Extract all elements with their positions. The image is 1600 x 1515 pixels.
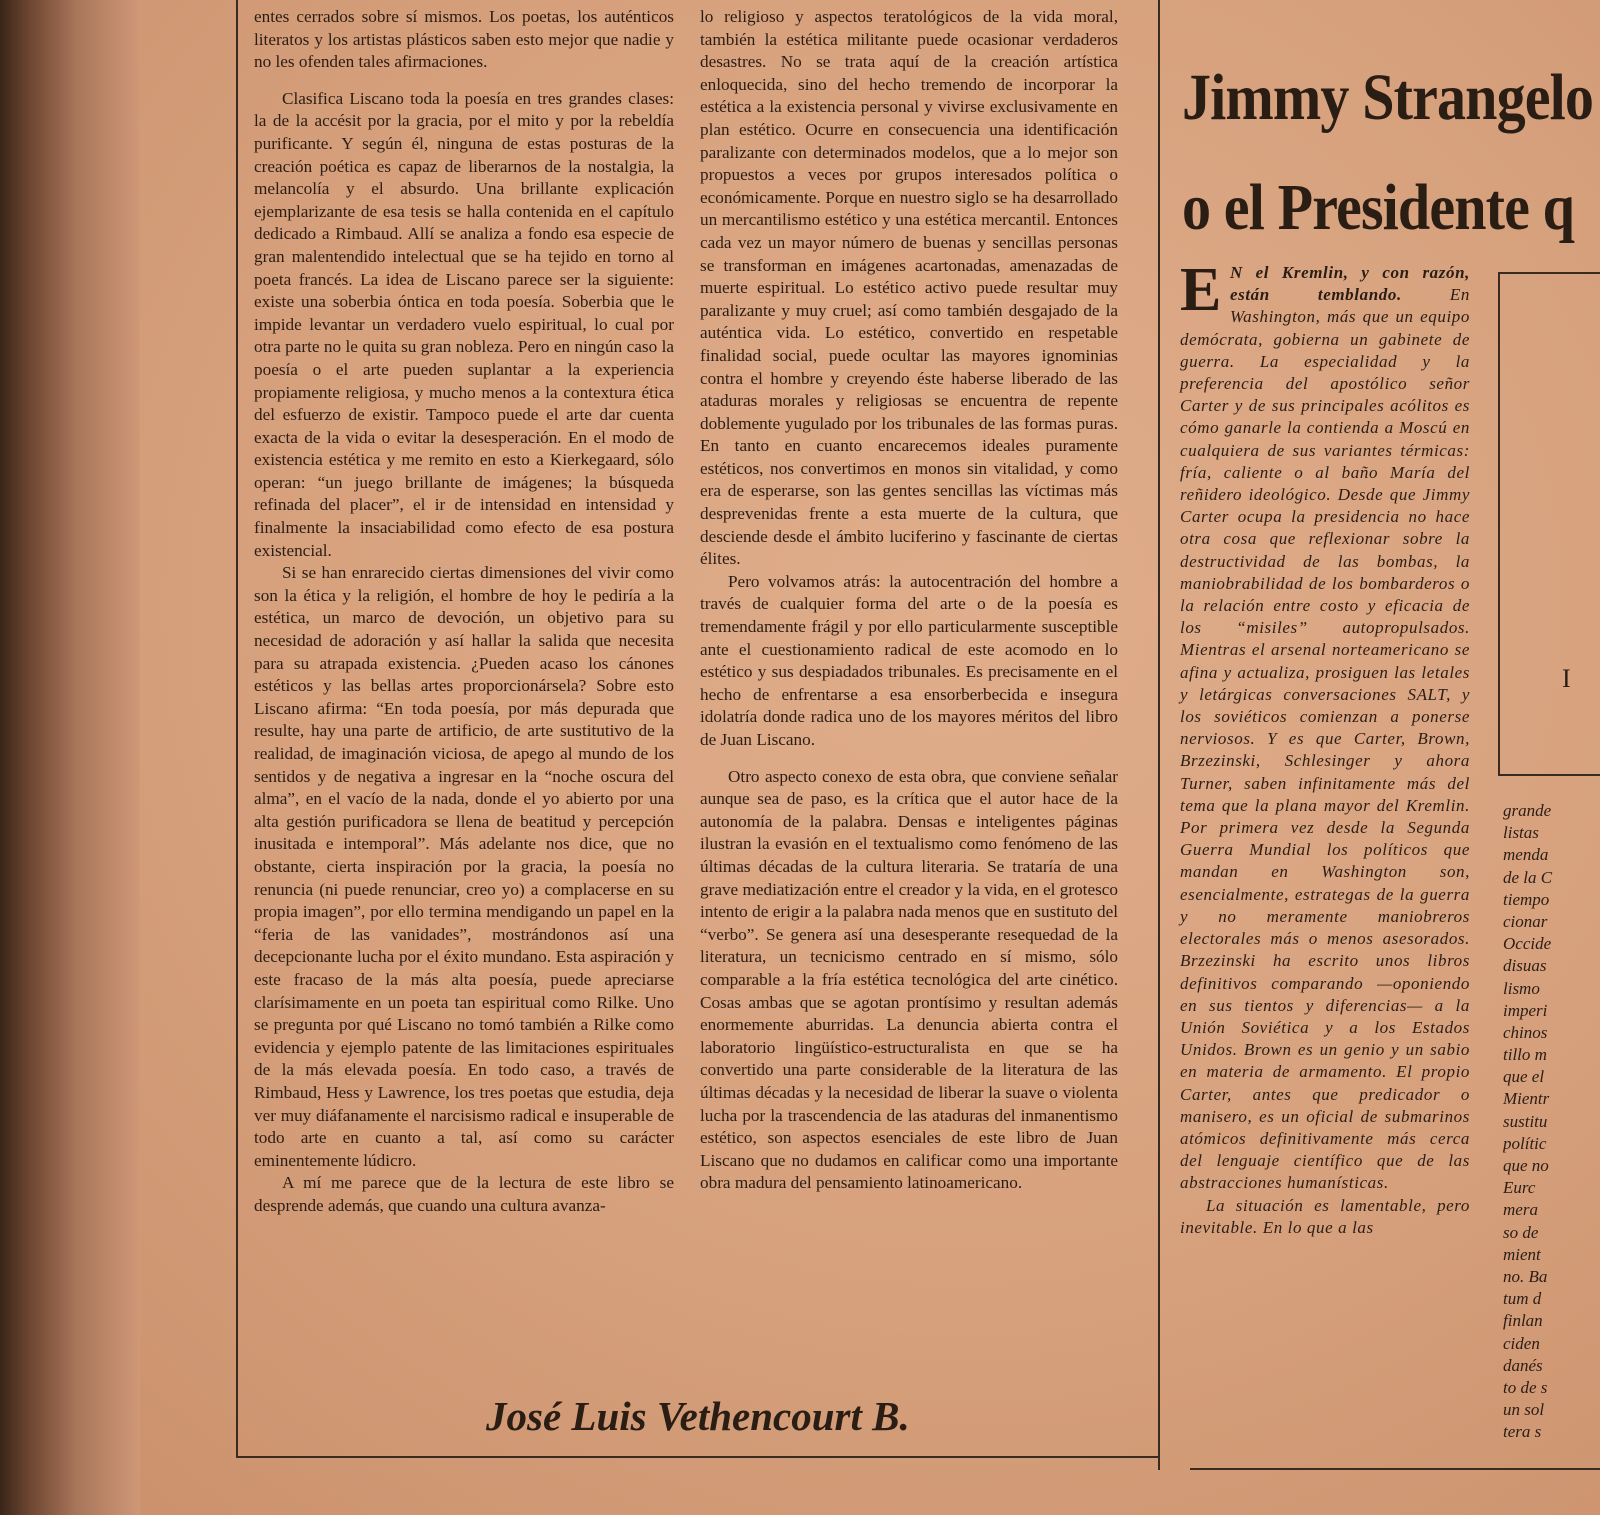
cropped-line: listas — [1503, 823, 1539, 843]
cropped-line: que no — [1503, 1156, 1549, 1175]
frame-rule-right — [1158, 0, 1160, 1470]
paragraph: Pero volvamos atrás: la autocentración del hombre a través de cualquier forma del arte o de la poesía es tremendamente frágil y por ello particularmente susceptible ante el cuestionamiento radical de este acomodo en lo estético y sus despiadados tribunales. Es precisamente en el hecho de enfrentarse a esa ensorberbecida e insegura idolatría donde radica uno de los mayores méritos del libro de Juan Liscano. — [700, 571, 1118, 749]
cropped-line: lismo — [1503, 978, 1540, 998]
cropped-line: tum d — [1503, 1289, 1542, 1309]
rule-bottom-right — [1190, 1468, 1600, 1470]
lead-text: N el Kremlin, y con razón, están temblando. — [1229, 263, 1470, 305]
cropped-line: polític — [1503, 1133, 1547, 1153]
boxed-sidebar — [1498, 272, 1600, 776]
cropped-line: tera s — [1503, 1422, 1542, 1442]
article-column-3 — [1180, 256, 1470, 1239]
cropped-line: so de — [1503, 1222, 1539, 1242]
paragraph: Clasifica Liscano toda la poesía en tres grandes clases: la de la accésit por la gracia, por el mito y por la rebeldía purificante. Y según él, ninguna de estas posturas de la creación poética es capaz de liberarnos de la nostalgia, la melancolía y el absurdo. Una brillante explicación ejemplarizante de esa tesis se halla contenida en el capítulo dedicado a Rimbaud. Allí se analiza a fondo esa especie de gran malentendido intelectual que se ha tejido en torno al poeta francés. La idea de Liscano parece ser la siguiente: existe una soberbia óntica en toda poesía. Soberbia que le impide levantar un verdadero vuelo espiritual, lo cual por otra parte no le quita su gran nobleza. Pero en ningún caso la poesía o el arte pueden suplantar a la experiencia propiamente religiosa, y mucho menos a la contextura ética del esfuerzo de existir. Tampoco puede el arte dar cuenta exacta de la vida o evitar la desesperación. En el modo de existencia estética y me remito en esto a Kierkegaard, sólo operan: “un juego brillante de imágenes; la búsqueda refinada del placer”, el ir de intensidad en intensidad y finalmente la insaciabilidad como efecto de esa postura existencial. — [254, 88, 674, 560]
cropped-line: Mientr — [1503, 1089, 1550, 1109]
book-binding-edge — [0, 0, 140, 1515]
cropped-line: Eurc — [1503, 1178, 1536, 1198]
drop-cap: E — [1180, 256, 1222, 324]
paragraph: Otro aspecto conexo de esta obra, que conviene señalar aunque sea de paso, es la crítica que el autor hace de la autonomía de la palabra. Densas e inteligentes páginas ilustran la evasión en el textualismo como fenómeno de las últimas décadas de la cultura literaria. Se trataría de una grave mediatización entre el creador y la vida, en el grotesco intento de erigir a la palabra nada menos que en sustituto del “verbo”. Se genera así una desesperante resequedad de la literatura, un tecnicismo centrado en sí mismo, sólo comparable a la fría estética tecnológica del arte cinético. Cosas ambas que se agotan prontísimo y resultan además enormemente aburridas. La denuncia abierta contra el laboratorio lingüístico-estructuralista en que se ha convertido una parte considerable de la literatura de las últimas décadas y la necesidad de liberar la suave o violenta lucha por la trascendencia de las ataduras del inmanentismo estético, son aspectos esenciales de este libro de Juan Liscano que no dudamos en calificar como una importante obra madura del pensamiento latinoamericano. — [700, 766, 1118, 1193]
paragraph: A mí me parece que de la lectura de este libro se desprende además, que cuando una cultura avanza- — [254, 1173, 674, 1215]
cropped-line: Occide — [1503, 934, 1552, 954]
cropped-line: imperi — [1503, 1000, 1548, 1020]
frame-rule-bottom — [236, 1456, 1160, 1458]
headline-line-2: o el Presidente q — [1182, 171, 1575, 244]
article-column-4-cropped — [1503, 800, 1600, 1443]
paragraph: entes cerrados sobre sí mismos. Los poetas, los auténticos literatos y los artistas plásticos saben esto mejor que nadie y no les ofenden tales afirmaciones. — [254, 7, 674, 72]
cropped-line: un sol — [1503, 1400, 1545, 1420]
article-column-2 — [700, 6, 1118, 1195]
cropped-line: de la C — [1503, 867, 1553, 887]
cropped-line: danés — [1503, 1355, 1543, 1375]
cropped-line: finlan — [1503, 1311, 1543, 1331]
cropped-line: no. Ba — [1503, 1266, 1548, 1286]
cropped-line: disuas — [1503, 956, 1547, 976]
cropped-line: ciden — [1503, 1333, 1540, 1353]
cropped-line: grande — [1503, 801, 1552, 820]
cropped-glyph: I — [1562, 664, 1571, 693]
body-text: En Washington, más que un equipo demócrata, gobierna un gabinete de guerra. La especialidad y la preferencia del apostólico señor Carter y de sus principales acólitos es cómo ganarle la contienda a Moscú en cualquiera de sus variantes térmicas: fría, caliente o al baño María del reñidero ideológico. Desde que Jimmy Carter ocupa la presidencia no hace otra cosa que reflexionar sobre la destructividad de las bombas, la maniobrabilidad de los bombarderos o la relación entre costo y eficacia de los “misiles” autopropulsados. Mientras el arsenal norteamericano se afina y actualiza, prosiguen las letales y letárgicas conversaciones SALT, y los soviéticos comienzan a ponerse nerviosos. Y es que Carter, Brown, Brzezinski, Schlesinger y ahora Turner, saben infinitamente más del tema que la plana mayor del Kremlin. Por primera vez desde la Segunda Guerra Mundial los políticos que mandan en Washington son, esencialmente, estrategas de la guerra y no meramente maniobreros electorales más o menos asesorados. Brzezinski ha escrito unos libros definitivos comparando —oponiendo en sus tientos y diferencias— a la Unión Soviética y a los Estados Unidos. Brown es un genio y un sabio en materia de armamento. El propio Carter, antes que predicador o manisero, es un oficial de submarinos atómicos definitivamente más cerca del lenguaje científico que de las abstracciones humanísticas. — [1180, 285, 1470, 1193]
paragraph: Si se han enrarecido ciertas dimensiones del vivir como son la ética y la religión, el hombre de hoy le pediría a la estética, un marco de devoción, un objetivo para su necesidad de adoración y así hallar la salida que necesita para su atrapada existencia. ¿Pueden acaso los cánones estéticos y las bellas artes proporcionársela? Sobre esto Liscano afirma: “En toda poesía, por más depurada que resulte, hay una parte de artificio, de arte sustitutivo de la realidad, de imaginación viciosa, de apego al mundo de los sentidos y de negativa a ingresar en la “noche oscura del alma”, en el vacío de la nada, donde el yo abierto por una alta gestión purificadora se llena de beatitud y percepción inusitada e intemporal”. Más adelante nos dice, que no obstante, cierta inspiración por la gracia, la poesía no renuncia (ni puede renunciar, creo yo) a complacerse en su propia imagen”, por ello termina mendigando un papel en la “feria de las vanidades”, mostrándonos así una decepcionante lucha por el éxito mundano. Esta aspiración y este fracaso de la más alta poesía, puede apreciarse clarísimamente en un poeta tan espiritual como Rilke. Uno se pregunta por qué Liscano no tomó también a Rilke como evidencia y ejemplo patente de las limitaciones espirituales de la más elevada poesía. En todo caso, a través de Rimbaud, Hess y Lawrence, los tres poetas que estudia, deja ver muy diáfanamente el narcisismo radical e insuperable de todo arte en cuanto a tal, así como su carácter eminentemente lúdicro. — [254, 563, 674, 1170]
cropped-line: que el — [1503, 1067, 1545, 1087]
cropped-line: mera — [1503, 1200, 1538, 1220]
headline-line-1: Jimmy Strangelo — [1182, 61, 1594, 134]
cropped-line: cionar — [1503, 911, 1548, 931]
cropped-line: tillo m — [1503, 1045, 1547, 1065]
cropped-line: tiempo — [1503, 889, 1550, 909]
cropped-line: menda — [1503, 845, 1549, 865]
cropped-line: mient — [1503, 1244, 1541, 1264]
paragraph: La situación es lamentable, pero inevitable. En lo que a las — [1180, 1195, 1470, 1237]
frame-rule-left — [236, 0, 238, 1458]
article-column-1 — [254, 6, 674, 1217]
author-signature: José Luis Vethencourt B. — [486, 1393, 910, 1439]
cropped-line: sustitu — [1503, 1111, 1548, 1131]
paragraph: lo religioso y aspectos teratológicos de la vida moral, también la estética militante puede ocasionar verdaderos desastres. No se trata aquí de la creación artística enloquecida, sino del hecho tremendo de incorporar la estética a la existencia personal y vivirse exclusivamente en plan estético. Ocurre en consecuencia una identificación paralizante con determinados modelos, que a lo mejor son propuestos a veces por grupos interesados política o económicamente. Porque en nuestro siglo se ha desarrollado un mercantilismo estético y una estética mercantil. Entonces cada vez un mayor número de buenas y sencillas personas se transforman en imágenes acartonadas, amenazadas de muerte espiritual. Lo estético activo puede resultar muy paralizante y muy cruel; así como también desgajado de la auténtica vida. Lo estético, convertido en respetable finalidad social, puede ocultar las mayores ignominias contra el hombre y creyendo éste haberse liberado de las ataduras morales y religiosas se encuentra de repente doblemente yugulado por los tribunales de las formas puras. En tanto en cuanto encarecemos ideales puramente estéticos, nos convertimos en monos sin vitalidad, y como era de esperarse, son las gentes sencillas las víctimas más desprevenidas frente a esta muerte de la cultura, que desciende desde el ámbito luciferino y fascinante de ciertas élites. — [700, 7, 1118, 569]
cropped-line: to de s — [1503, 1377, 1548, 1397]
cropped-line: chinos — [1503, 1022, 1548, 1042]
